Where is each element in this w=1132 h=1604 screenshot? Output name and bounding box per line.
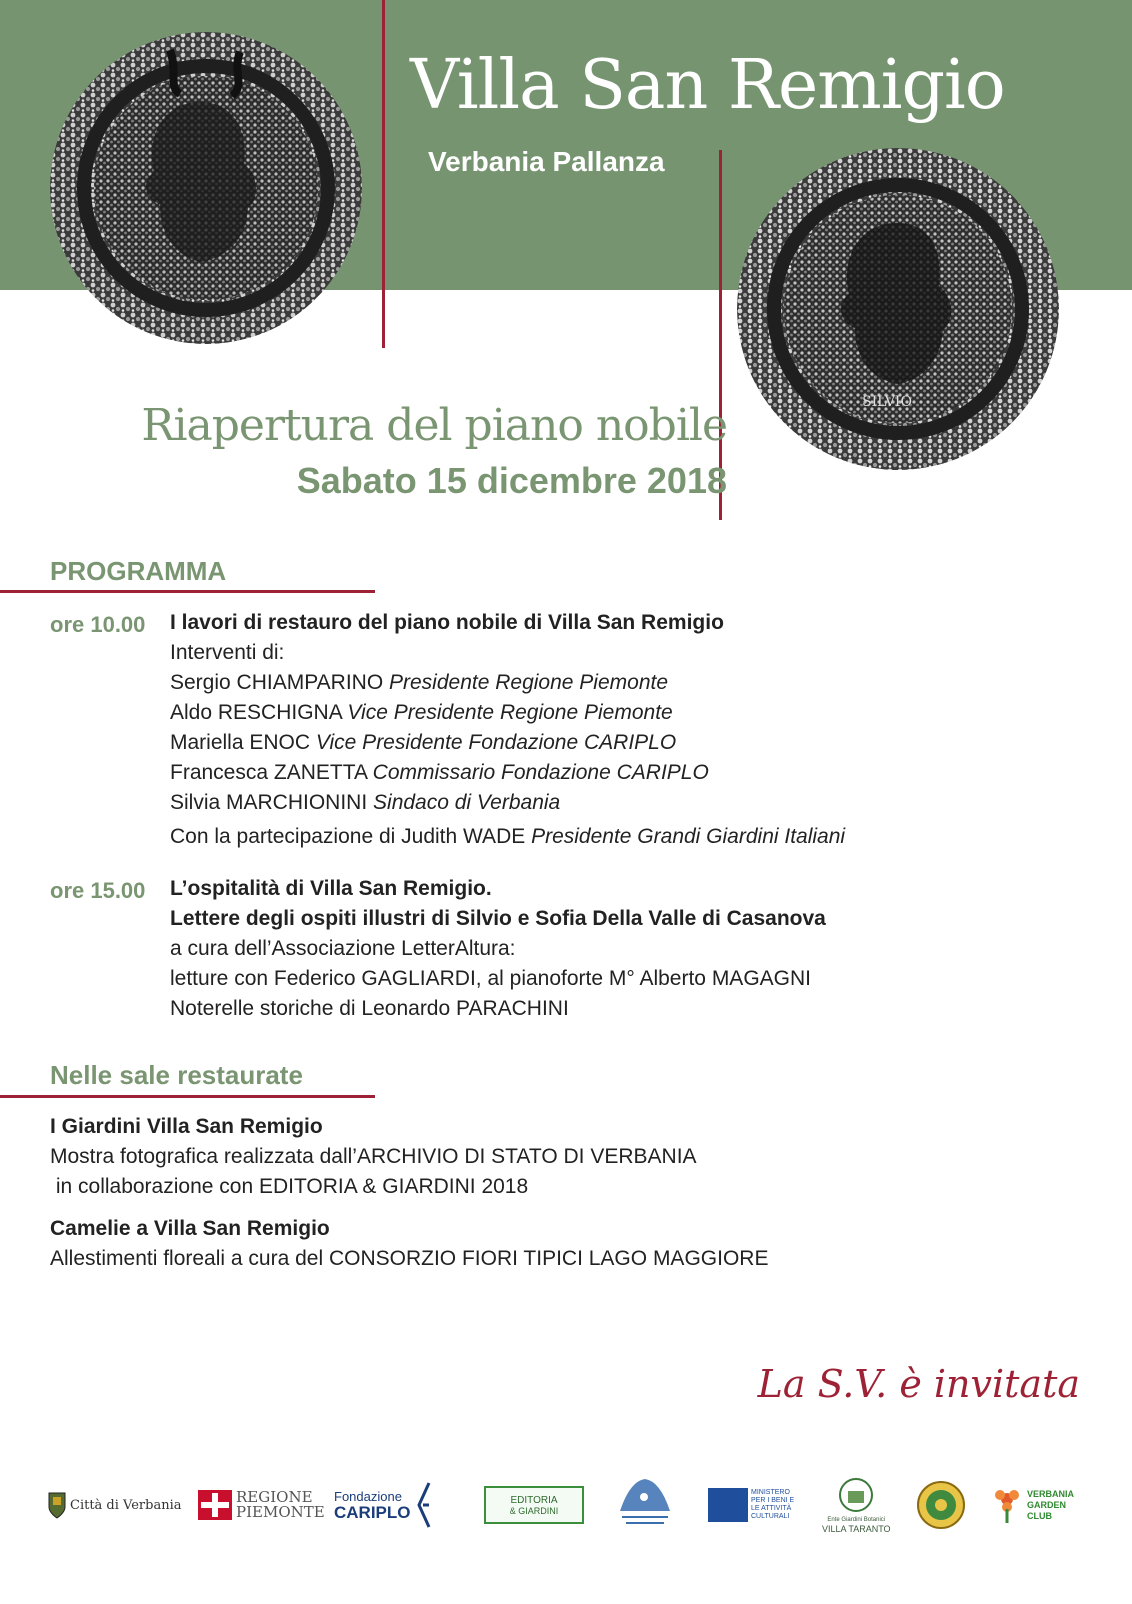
logo-garden-line3: CLUB <box>1027 1510 1052 1521</box>
speaker-line <box>170 728 845 758</box>
logo-garden-text <box>1027 1489 1074 1522</box>
program-item-2-title2: Lettere degli ospiti illustri di Silvio e Sofia Della Valle di Casanova <box>170 907 826 930</box>
program-item-1-title: I lavori di restauro del piano nobile di Villa San Remigio <box>170 611 724 634</box>
speaker-name: Aldo RESCHIGNA <box>170 701 348 724</box>
program-item-2-line1: a cura dell’Associazione LetterAltura: <box>170 937 516 960</box>
invitation-text: La S.V. è invitata <box>757 1362 1080 1406</box>
mosaic-medallion-left <box>50 32 362 344</box>
event-title: Riapertura del piano nobile <box>141 400 727 451</box>
participation-line <box>170 822 845 852</box>
medallion-inscription: SILVIO <box>862 394 912 410</box>
speaker-role: Sindaco di Verbania <box>373 791 561 814</box>
sale-item-2-title: Camelie a Villa San Remigio <box>50 1217 330 1240</box>
event-date: Sabato 15 dicembre 2018 <box>296 460 727 501</box>
logo-editoria-line1: EDITORIA <box>510 1494 558 1506</box>
seal-emblem-icon <box>916 1480 966 1530</box>
programma-rule <box>0 590 375 593</box>
ministero-emblem-icon <box>708 1488 748 1522</box>
speaker-name: Silvia MARCHIONINI <box>170 791 374 814</box>
speaker-name: Mariella ENOC <box>170 731 316 754</box>
speaker-line <box>170 758 845 788</box>
logo-ministero <box>708 1470 794 1540</box>
sale-item-2-line1: Allestimenti floreali a cura del CONSORZIO FIORI TIPICI LAGO MAGGIORE <box>50 1247 769 1270</box>
logo-cariplo-text <box>334 1489 411 1522</box>
logo-editoria-line2: & GIARDINI <box>509 1505 559 1516</box>
lake-waves-icon <box>616 1471 674 1539</box>
logo-piemonte-line2: PIEMONTE <box>236 1503 325 1521</box>
program-time-2: ore 15.00 <box>50 878 146 903</box>
logo-verbania-garden-club <box>990 1470 1074 1540</box>
logo-ministero-text <box>751 1489 794 1521</box>
speaker-line <box>170 788 845 818</box>
villa-taranto-emblem-icon <box>838 1477 874 1517</box>
speaker-line <box>170 698 845 728</box>
logo-round-seal <box>916 1470 966 1540</box>
logo-fondazione-cariplo <box>334 1470 433 1540</box>
logo-piemonte-text <box>236 1490 325 1520</box>
editoria-box-icon <box>484 1486 584 1524</box>
cariplo-mark-icon <box>415 1481 433 1529</box>
flower-icon <box>990 1485 1024 1525</box>
mosaic-medallion-right <box>737 148 1059 470</box>
speaker-line <box>170 668 845 698</box>
sale-heading: Nelle sale restaurate <box>50 1060 303 1090</box>
logo-editoria-giardini <box>484 1470 584 1540</box>
speaker-role: Vice Presidente Regione Piemonte <box>347 701 673 724</box>
speaker-role: Presidente Regione Piemonte <box>389 671 669 694</box>
logo-lake-association <box>616 1470 674 1540</box>
program-item-2-line3: Noterelle storiche di Leonardo PARACHINI <box>170 997 569 1020</box>
sale-item-1-line1: Mostra fotografica realizzata dall’ARCHIVIO DI STATO DI VERBANIA <box>50 1145 697 1168</box>
divider-line-top <box>382 0 385 348</box>
logo-taranto-line1: Ente Giardini Botanici <box>827 1516 886 1523</box>
sale-rule <box>0 1095 375 1098</box>
logo-cariplo-line2: CARIPLO <box>334 1502 411 1522</box>
participation-text: Con la partecipazione di Judith WADE <box>170 825 532 848</box>
logo-regione-piemonte <box>198 1470 325 1540</box>
logo-cariplo-line1: Fondazione <box>334 1488 402 1504</box>
verbania-crest-icon <box>48 1491 66 1519</box>
page-title: Villa San Remigio <box>410 46 1005 125</box>
program-item-1 <box>170 608 845 852</box>
logo-villa-taranto <box>822 1470 891 1540</box>
logo-garden-line1: VERBANIA <box>1027 1488 1075 1499</box>
program-item-1-intro: Interventi di: <box>170 641 285 664</box>
sale-item-2 <box>50 1214 768 1274</box>
logo-piemonte-line1: REGIONE <box>236 1488 313 1506</box>
program-item-2-line2: letture con Federico GAGLIARDI, al pianoforte M° Alberto MAGAGNI <box>170 967 811 990</box>
speaker-role: Commissario Fondazione CARIPLO <box>372 761 709 784</box>
sale-item-1-line2: in collaborazione con EDITORIA & GIARDINI 2018 <box>50 1175 529 1198</box>
speaker-role: Vice Presidente Fondazione CARIPLO <box>315 731 677 754</box>
sale-item-1 <box>50 1112 697 1202</box>
logo-ministero-line4: CULTURALI <box>751 1513 790 1520</box>
sale-item-1-title: I Giardini Villa San Remigio <box>50 1115 323 1138</box>
program-time-1: ore 10.00 <box>50 612 146 637</box>
sponsor-logos <box>40 1470 1100 1540</box>
logo-citta-verbania <box>48 1470 182 1540</box>
program-item-2 <box>170 874 826 1024</box>
logo-ministero-line2: PER I BENI E <box>751 1497 795 1504</box>
speaker-name: Sergio CHIAMPARINO <box>170 671 389 694</box>
participation-role: Presidente Grandi Giardini Italiani <box>531 825 846 848</box>
logo-taranto-line2: VILLA TARANTO <box>822 1523 891 1534</box>
programma-heading: PROGRAMMA <box>50 556 227 586</box>
program-item-2-title1: L’ospitalità di Villa San Remigio. <box>170 877 492 900</box>
page-subtitle: Verbania Pallanza <box>428 146 665 177</box>
piemonte-flag-icon <box>198 1490 232 1520</box>
logo-ministero-line1: MINISTERO <box>751 1489 790 1496</box>
speaker-name: Francesca ZANETTA <box>170 761 373 784</box>
logo-garden-line2: GARDEN <box>1027 1499 1067 1510</box>
logo-verbania-text: Città di Verbania <box>70 1497 182 1513</box>
logo-ministero-line3: LE ATTIVITÀ <box>751 1505 792 1512</box>
